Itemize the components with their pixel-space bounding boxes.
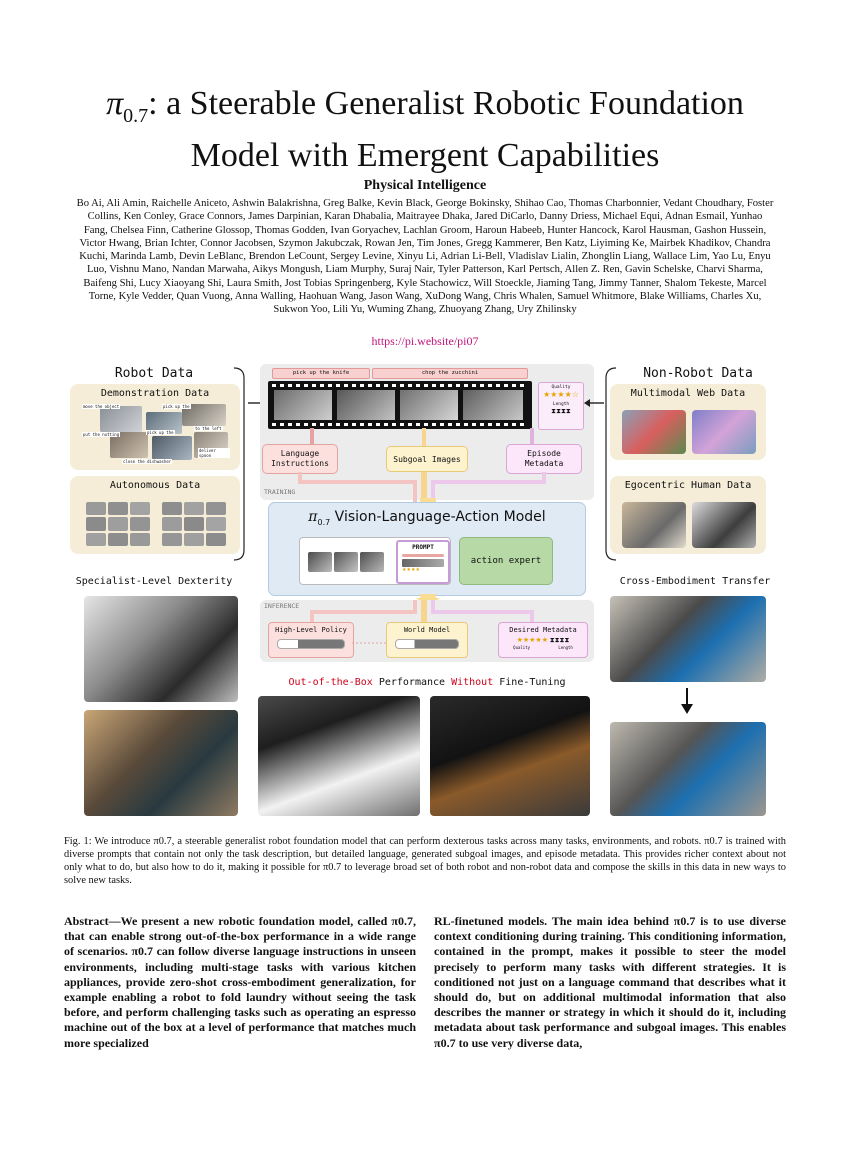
cross-embodiment-title: Cross-Embodiment Transfer — [619, 576, 771, 587]
vla-model-panel — [268, 502, 586, 596]
figure-caption: Fig. 1: We introduce π0.7, a steerable generalist robot foundation model that can perform dexterous tasks across many tasks, environments, and robots. π0.7 is trained with diverse prompts that contain not only the task description, but detailed language, generated subgoal images, and episode metadata. This provides richer context about not only what to do, but also how to do it, making it possible for π0.7 to leverage broad set of both robot and non-robot data and compose the skills in this data in new ways to solve new tasks. — [64, 836, 786, 886]
world-model-output-bar — [395, 639, 459, 649]
demo-label: move the object — [83, 404, 120, 409]
out-of-box-title: Out-of-the-Box Performance Without Fine-Tuning — [288, 677, 566, 688]
autonomous-grid-left — [86, 502, 150, 546]
task-label-2: chop the zucchini — [372, 368, 528, 379]
demo-label: deliver spoon — [198, 448, 230, 458]
length-label: Length — [552, 402, 570, 407]
input-image — [308, 552, 332, 572]
metadata-card — [538, 382, 584, 430]
prompt-instruction-line — [402, 554, 444, 557]
specialist-dexterity-title: Specialist-Level Dexterity — [75, 576, 233, 587]
video-film-strip — [268, 381, 532, 429]
desired-metadata-icons: ★★★★★ ⧗⧗⧗⧗ — [516, 636, 570, 644]
organization: Physical Intelligence — [363, 178, 487, 193]
specialist-photo-2 — [84, 710, 238, 816]
vla-title: $\pi_{0.7}$ Vision-Language-Action Model — [308, 509, 546, 527]
demo-label: put the nutting — [83, 432, 120, 437]
demonstration-data-title: Demonstration Data — [100, 388, 210, 399]
length-hourglass-icons: ⧗⧗⧗⧗ — [551, 407, 571, 415]
episode-metadata-box: Episode Metadata — [506, 444, 582, 474]
demo-photo — [152, 436, 192, 460]
quality-stars: ★★★★☆ — [543, 390, 579, 399]
film-frame — [463, 390, 523, 420]
web-image-2 — [692, 410, 756, 454]
demo-label: pick up the — [163, 404, 190, 409]
prompt-stars: ★★★★ — [402, 568, 420, 573]
demo-label: close the dishwasher — [123, 459, 172, 464]
quality-label: Quality — [551, 385, 571, 390]
ootb-photo-2 — [430, 696, 590, 816]
project-link[interactable]: https://pi.website/pi07 — [371, 334, 479, 348]
autonomous-data-title: Autonomous Data — [109, 480, 201, 491]
figure-1 — [64, 360, 786, 830]
web-image-1 — [622, 410, 686, 454]
demo-label: to the left — [195, 426, 222, 431]
policy-output-bar — [277, 639, 345, 649]
paper-title: $\pi_{0.7}$: a Steerable Generalist Robotic Foundation Model with Emergent Capabilities — [106, 85, 744, 174]
high-level-policy-box — [268, 622, 354, 658]
input-image — [334, 552, 358, 572]
abstract-column-left: Abstract—We present a new robotic foundation model, called π0.7, that can enable strong out-of-the-box performance in a wide range of scenarios. π0.7 can follow diverse language instructions in unseen environments, including multi-stage tasks with various kitchen appliances, provide zero-shot cross-embodiment generalization, for example enabling a robot to fold laundry without seeing the task before, and perform challenging tasks such as operating an espresso machine out of the box at a level of performance that matches much more specialized — [64, 914, 416, 1050]
non-robot-data-title: Non-Robot Data — [643, 366, 753, 381]
abstract-column-right: RL-finetuned models. The main idea behind π0.7 is to use diverse context conditioning during training. This conditioning information, contained in the prompt, makes it possible to steer the model precisely to perform many tasks with different strategies. It is conditioned not just on a language command that describes what it should do, but on additional multimodal information that also describes the manner or strategy in which it should do it, including metadata about task performance and subgoal images. This enables π0.7 to use very diverse data, — [434, 914, 786, 1050]
desired-metadata-label: Desired Metadata — [509, 626, 577, 634]
prompt-subgoal-images — [402, 559, 444, 567]
egocentric-human-data-panel — [610, 476, 766, 554]
specialist-photo-1 — [84, 596, 238, 702]
film-frame — [400, 390, 458, 420]
prompt-box — [396, 540, 450, 584]
demonstration-data-panel — [70, 384, 240, 470]
high-level-policy-label: High-Level Policy — [275, 626, 347, 634]
training-panel — [260, 364, 594, 500]
language-instructions-box: Language Instructions — [262, 444, 338, 474]
film-frame — [337, 390, 395, 420]
demo-photo-collage — [82, 402, 230, 466]
policy-to-worldmodel-arrow — [352, 640, 386, 646]
task-label-1: pick up the knife — [272, 368, 370, 379]
multimodal-web-data-panel — [610, 384, 766, 460]
demo-photo — [100, 406, 142, 432]
film-frame — [274, 390, 332, 420]
subgoal-images-box: Subgoal Images — [386, 446, 468, 472]
ootb-photo-1 — [258, 696, 420, 816]
inference-panel — [260, 600, 594, 662]
egocentric-image-1 — [622, 502, 686, 548]
autonomous-data-panel — [70, 476, 240, 554]
autonomous-grid-right — [162, 502, 226, 546]
desired-metadata-sublabels: Quality Length — [513, 645, 573, 650]
egocentric-human-data-title: Egocentric Human Data — [624, 480, 752, 491]
multimodal-web-data-title: Multimodal Web Data — [630, 388, 746, 399]
world-model-label: World Model — [403, 626, 451, 634]
author-list: Bo Ai, Ali Amin, Raichelle Aniceto, Ashwin Balakrishna, Greg Balke, Kevin Black, George Bokinsky, Shihao Cao, Thomas Charbonnier, Vedant Choudhary, Foster Collins, Ken Conley, Grace Connors, James Darpinian, Karan Dhabalia, Maitrayee Dhaka, Jared DiCarlo, Danny Driess, Michael Equi, Adnan Esmail, Yunhao Fang, Chelsea Finn, Catherine Glossop, Thomas Godden, Ivan Goryachev, Lachlan Groom, Haroun Habeeb, Hunter Hancock, Karol Hausman, Gashon Hussein, Victor Hwang, Brian Ichter, Connor Jacobsen, Szymon Jakubczak, Rowan Jen, Tim Jones, Gregg Kammerer, Ben Katz, Liyiming Ke, Mairbek Khadikov, Chandra Kuchi, Marinda Lamb, Devin LeBlanc, Brendon LeCount, Sergey Levine, Xinyu Li, Adrian Li-Bell, Vladislav Lialin, Zhonglin Liang, Wallace Lim, Yao Lu, Enyu Luo, Vishnu Mano, Nandan Marwaha, Aikys Mongush, Liam Murphy, Suraj Nair, Tyler Patterson, Karl Pertsch, Allen Z. Ren, Gavin Schelske, Charvi Sharma, Baifeng Shi, Lucy Xiaoyang Shi, Laura Smith, Jost Tobias Springenberg, Kyle Stachowicz, Will Stoeckle, Jiaming Tang, Jimmy Tanner, Shalom Tekeste, Marcel Torne, Kyle Vedder, Quan Vuong, Anna Walling, Haohuan Wang, Jason Wang, XuDong Wang, Chris Whalen, Samuel Whitmore, Blake Williams, Charles Xu, Sukwon Yoo, Lili Yu, Wuming Zhang, Zhuoyang Zhang, Ury Zhilinsky — [76, 198, 774, 316]
inference-label: INFERENCE — [264, 602, 300, 610]
world-model-box — [386, 622, 468, 658]
arrow-nonrobot-to-training — [584, 398, 604, 408]
input-image — [360, 552, 384, 572]
cross-embodiment-photo-1 — [610, 596, 766, 682]
vla-inputs-box — [299, 537, 451, 585]
inference-funnel — [260, 600, 594, 622]
egocentric-image-2 — [692, 502, 756, 548]
demo-label: pick up the — [147, 430, 174, 435]
desired-metadata-box — [498, 622, 588, 658]
training-label: TRAINING — [264, 488, 296, 496]
cross-embodiment-photo-2 — [610, 722, 766, 816]
action-expert-box: action expert — [459, 537, 553, 585]
prompt-label: PROMPT — [412, 544, 434, 551]
robot-data-title: Robot Data — [114, 366, 194, 381]
down-arrow-icon — [680, 688, 694, 714]
